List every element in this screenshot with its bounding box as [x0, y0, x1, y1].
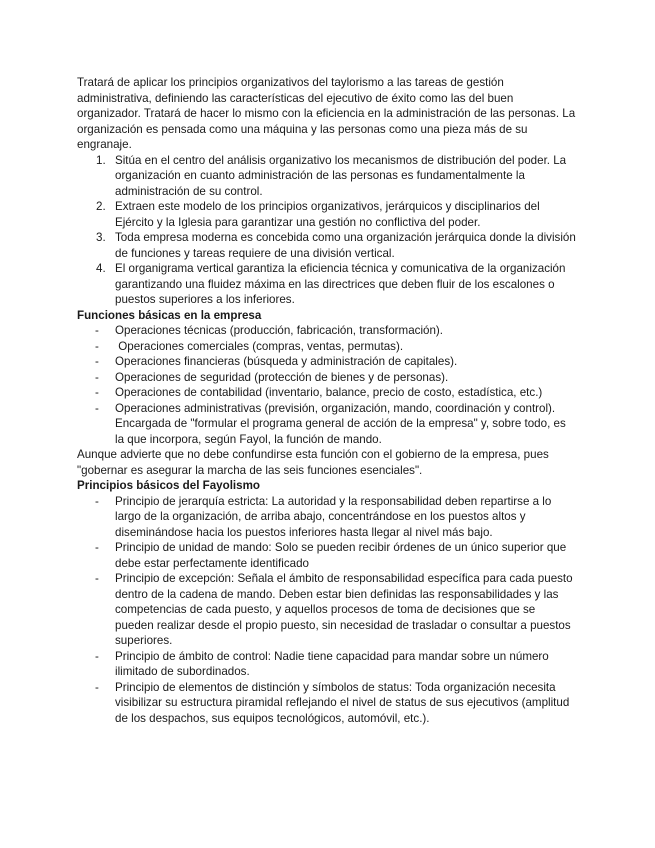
dash-marker: - — [95, 339, 99, 353]
list-item — [77, 339, 577, 355]
item-number: 4. — [96, 262, 106, 275]
list-item — [77, 401, 577, 448]
item-text: Operaciones comerciales (compras, ventas, permutas). — [115, 339, 404, 353]
list-item — [77, 354, 577, 370]
dash-marker: - — [95, 401, 99, 415]
list-item — [77, 680, 577, 727]
section-heading-principios: Principios básicos del Fayolismo — [77, 479, 260, 492]
dash-marker: - — [95, 680, 99, 694]
list-item — [77, 323, 577, 339]
item-text: El organigrama vertical garantiza la eficiencia técnica y comunicativa de la organización garantizando una fluidez máxima en las directrices que deben fluir de los escalones o puestos superiores a los inferiores. — [115, 262, 566, 306]
item-text: Toda empresa moderna es concebida como una organización jerárquica donde la división de funciones y tareas requiere de una división vertical. — [115, 231, 576, 260]
item-number: 2. — [96, 200, 106, 213]
numbered-item — [77, 261, 577, 308]
dash-marker: - — [95, 494, 99, 508]
list-item — [77, 649, 577, 680]
item-text: Operaciones financieras (búsqueda y administración de capitales). — [115, 355, 458, 368]
document-page — [77, 75, 577, 726]
list-item — [77, 494, 577, 541]
dash-marker: - — [95, 370, 99, 384]
dash-marker: - — [95, 355, 99, 368]
list-item — [77, 385, 577, 401]
numbered-item — [77, 230, 577, 261]
section-heading-funciones: Funciones básicas en la empresa — [77, 308, 262, 322]
numbered-item — [77, 199, 577, 230]
list-item — [77, 370, 577, 386]
list-item — [77, 540, 577, 571]
closing-paragraph: Aunque advierte que no debe confundirse esta función con el gobierno de la empresa, pues "gobernar es asegurar la marcha de las seis funciones esenciales". — [77, 448, 549, 477]
item-text: Principio de jerarquía estricta: La autoridad y la responsabilidad deben repartirse a lo largo de la organización, de arriba abajo, concentrándose en los puestos altos y diseminándose hacia los puestos inferiores hasta llegar al nivel más bajo. — [115, 494, 552, 539]
numbered-list — [77, 153, 577, 308]
item-number: 1. — [96, 153, 106, 167]
dash-marker: - — [95, 649, 99, 663]
principios-list — [77, 494, 577, 727]
dash-marker: - — [95, 386, 99, 399]
item-text: Operaciones técnicas (producción, fabricación, transformación). — [115, 324, 443, 337]
item-text: Operaciones de contabilidad (inventario, balance, precio de costo, estadística, etc.) — [115, 386, 543, 399]
item-text: Operaciones de seguridad (protección de bienes y de personas). — [115, 370, 449, 384]
item-text: Principio de unidad de mando: Solo se pueden recibir órdenes de un único superior que debe estar perfectamente identificado — [115, 541, 567, 570]
numbered-item — [77, 153, 577, 200]
item-text: Principio de ámbito de control: Nadie tiene capacidad para mandar sobre un número ilimitado de subordinados. — [115, 649, 549, 678]
dash-marker: - — [95, 541, 99, 554]
item-text: Extraen este modelo de los principios organizativos, jerárquicos y disciplinarios del Ejército y la Iglesia para garantizar una gestión no conflictiva del poder. — [115, 200, 540, 229]
list-item — [77, 571, 577, 649]
dash-marker: - — [95, 572, 99, 585]
funciones-list — [77, 323, 577, 447]
item-text: Principio de excepción: Señala el ámbito de responsabilidad específica para cada puesto dentro de la cadena de mando. Deben estar bien definidas las responsabilidades y las competencias de cada puesto, y aquellos procesos de toma de decisiones que se pueden realizar desde el propio puesto, sin necesidad de trasladar o consultar a puestos superiores. — [115, 572, 573, 647]
intro-paragraph: Tratará de aplicar los principios organizativos del taylorismo a las tareas de gestión administrativa, definiendo las características del ejecutivo de éxito como las del buen organizador. Tratará de hacer lo mismo con la eficiencia en la administración de las personas. La organización es pensada como una máquina y las personas como una pieza más de su engranaje. — [77, 76, 576, 151]
item-text: Operaciones administrativas (previsión, organización, mando, coordinación y control). Encargada de "formular el programa general de acción de la empresa" y, sobre todo, es la que incorpora, según Fayol, la función de mando. — [115, 401, 566, 446]
item-number: 3. — [96, 231, 106, 244]
item-text: Principio de elementos de distinción y símbolos de status: Toda organización necesita visibilizar su estructura piramidal reflejando el nivel de status de sus ejecutivos (amplitud de los despachos, sus equipos tecnológicos, automóvil, etc.). — [115, 680, 570, 725]
dash-marker: - — [95, 324, 99, 337]
item-text: Sitúa en el centro del análisis organizativo los mecanismos de distribución del poder. La organización en cuanto administración de las personas es fundamentalmente la administración de su control. — [115, 153, 567, 198]
